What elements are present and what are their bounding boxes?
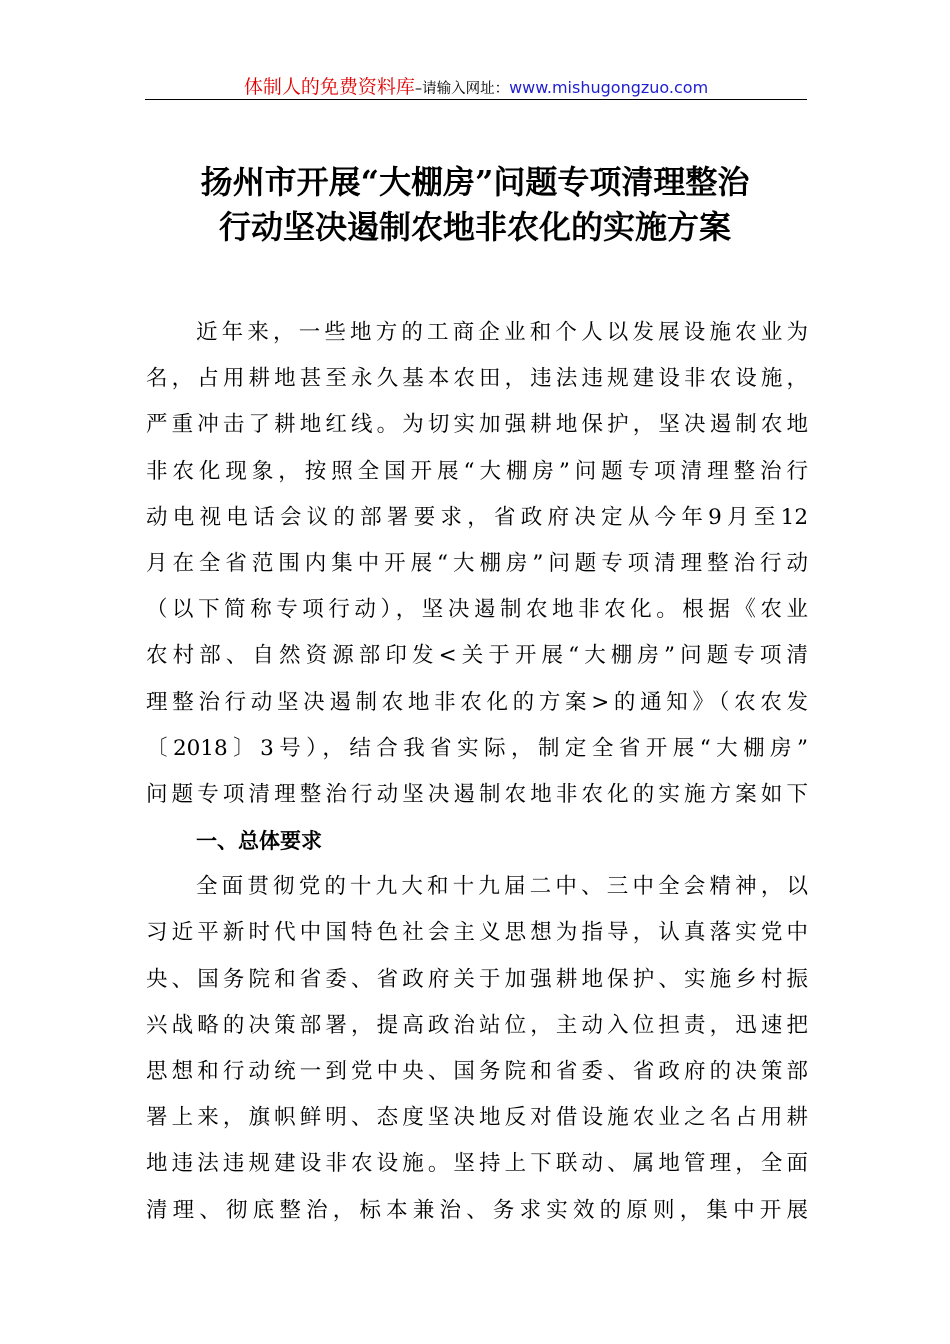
paragraph-1-line: 非农化现象，按照全国开展“大棚房”问题专项清理整治行 [146,458,808,484]
paragraph-1-line: 农村部、自然资源部印发<关于开展“大棚房”问题专项清 [146,643,808,669]
paragraph-2-line: 兴战略的决策部署，提高政治站位，主动入位担责，迅速把 [146,1012,808,1038]
paragraph-1-line: 严重冲击了耕地红线。为切实加强耕地保护，坚决遏制农地 [146,412,808,438]
document-title [120,160,830,250]
title-line-1: 扬州市开展“大棚房”问题专项清理整治 [200,163,750,201]
paragraph-1-line: 名，占用耕地甚至永久基本农田，违法违规建设非农设施， [146,366,808,392]
page-header [145,72,807,99]
paragraph-2-line: 署上来，旗帜鲜明、态度坚决地反对借设施农业之名占用耕 [146,1105,808,1131]
paragraph-2-line: 地违法违规建设非农设施。坚持上下联动、属地管理，全面 [146,1151,808,1177]
header-url-link[interactable]: www.mishugongzuo.com [509,78,709,97]
section-heading: 一、总体要求 [196,829,322,854]
paragraph-2-line: 习近平新时代中国特色社会主义思想为指导，认真落实党中 [146,920,808,946]
paragraph-2-line: 清理、彻底整治，标本兼治、务求实效的原则，集中开展 [146,1197,808,1223]
header-divider [145,99,807,100]
paragraph-2-line: 全面贯彻党的十九大和十九届二中、三中全会精神，以 [196,874,808,900]
paragraph-1-line: 近年来，一些地方的工商企业和个人以发展设施农业为 [196,320,808,345]
paragraph-1-line: 理整治行动坚决遏制农地非农化的方案>的通知》（农农发 [146,689,808,715]
paragraph-1-line: 月在全省范围内集中开展“大棚房”问题专项清理整治行动 [146,550,808,576]
paragraph-1-line: （以下简称专项行动），坚决遏制农地非农化。根据《农业 [146,597,808,623]
paragraph-1-line: 动电视电话会议的部署要求，省政府决定从今年9月至12 [146,504,808,530]
paragraph-2-line: 央、国务院和省委、省政府关于加强耕地保护、实施乡村振 [146,966,808,992]
paragraph-1-line: 问题专项清理整治行动坚决遏制农地非农化的实施方案如下 [146,781,808,807]
document-body [146,310,808,1234]
paragraph-2-line: 思想和行动统一到党中央、国务院和省委、省政府的决策部 [146,1059,808,1084]
title-line-2: 行动坚决遏制农地非农化的实施方案 [218,208,731,246]
paragraph-1-line: 〔2018〕3号），结合我省实际，制定全省开展“大棚房” [146,735,808,761]
header-prompt: –请输入网址： [414,81,510,97]
header-brand: 体制人的免费资料库 [243,76,415,98]
